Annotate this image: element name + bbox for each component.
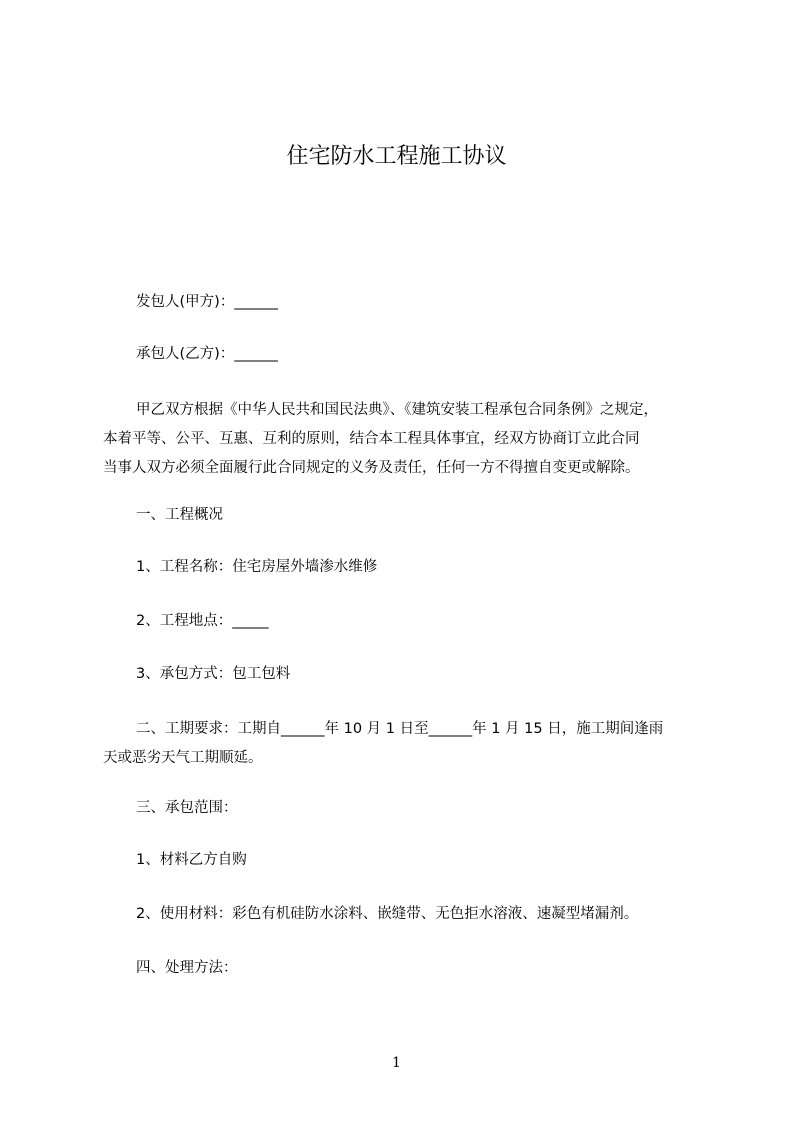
- intro-paragraph: [103, 396, 703, 483]
- page-number: 1: [392, 1055, 401, 1071]
- section-3-heading: 三、承包范围：: [136, 800, 238, 816]
- party-b-line: 承包人(乙方)：______: [136, 346, 278, 362]
- section-1-item-3: 3、承包方式：包工包料: [136, 666, 291, 682]
- section-1-item-2: 2、工程地点：_____: [136, 613, 269, 629]
- party-a-line: 发包人(甲方)：______: [136, 294, 278, 310]
- section-4-heading: 四、处理方法：: [136, 960, 238, 976]
- section-1-item-1: 1、工程名称：住宅房屋外墙渗水维修: [136, 559, 378, 575]
- section-2-line-2: 天或恶劣天气工期顺延。: [103, 750, 263, 766]
- intro-line-1: 甲乙双方根据《中华人民共和国民法典》、《建筑安装工程承包合同条例》之规定，: [136, 402, 658, 418]
- intro-line-2: 本着平等、公平、互惠、互利的原则，结合本工程具体事宜，经双方协商订立此合同: [103, 431, 640, 447]
- intro-line-3: 当事人双方必须全面履行此合同规定的义务及责任，任何一方不得擅自变更或解除。: [103, 460, 640, 476]
- section-2-paragraph: [103, 715, 703, 773]
- document-title: 住宅防水工程施工协议: [286, 144, 507, 169]
- section-3-item-2: 2、使用材料：彩色有机硅防水涂料、嵌缝带、无色拒水溶液、速凝型堵漏剂。: [136, 906, 639, 922]
- section-1-heading: 一、工程概况: [136, 507, 223, 523]
- section-2-line-1: 二、工期要求：工期自______年 10 月 1 日至______年 1 月 15 日，施工期间逢雨: [136, 721, 664, 737]
- section-3-item-1: 1、材料乙方自购: [136, 852, 247, 868]
